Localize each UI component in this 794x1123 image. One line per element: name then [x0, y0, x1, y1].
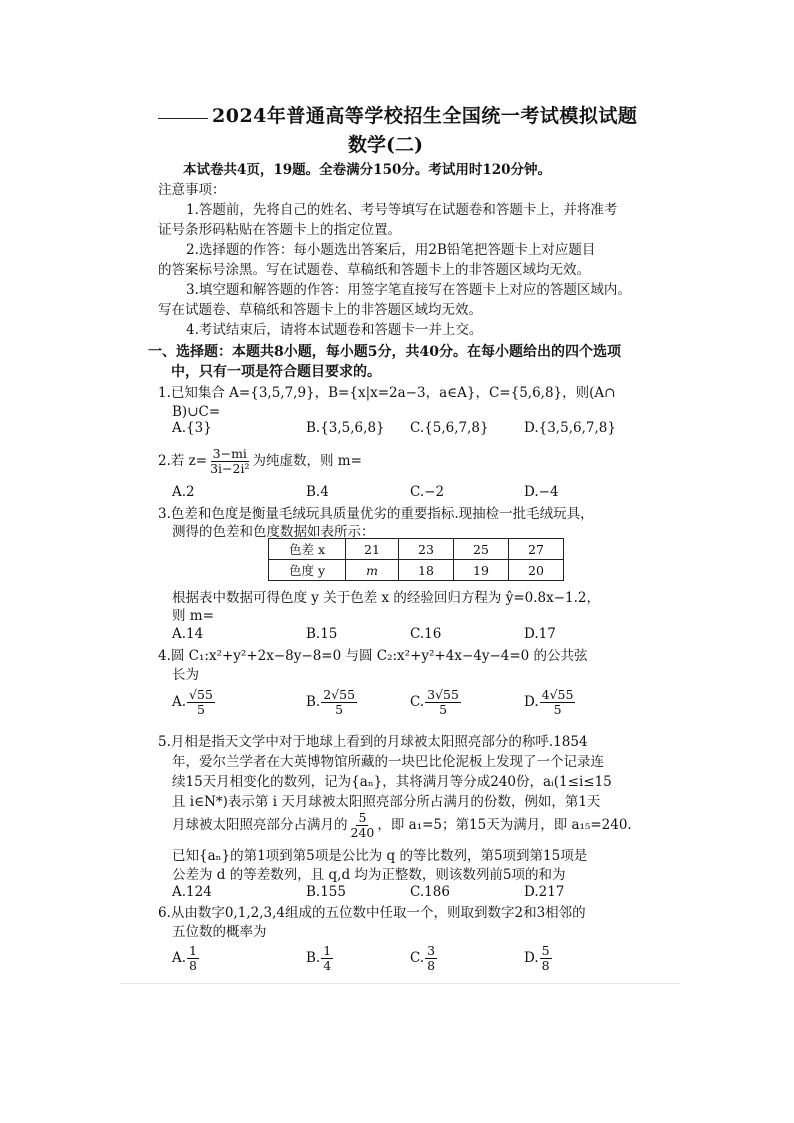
q2-fraction — [208, 447, 251, 476]
option-c: C.−2 — [410, 484, 445, 500]
notice-line: 证号条形码粘贴在答题卡上的指定位置。 — [158, 222, 401, 238]
option-d: D.{3,5,6,7,8} — [524, 420, 616, 436]
exam-title: 2024年普通高等学校招生全国统一考试模拟试题 — [212, 105, 638, 127]
option-b — [306, 944, 334, 973]
table-row — [269, 560, 564, 581]
option-label: D. — [524, 694, 539, 710]
option-a: A.2 — [172, 484, 195, 500]
fraction-denominator: 5 — [439, 702, 448, 717]
table-cell: 色差 x — [269, 539, 346, 560]
option-fraction — [540, 688, 576, 717]
fraction-numerator: 5 — [358, 810, 367, 825]
fraction-denominator: 8 — [541, 958, 550, 973]
table-cell: 色度 y — [269, 560, 346, 581]
q2-prefix: 2.若 z= — [158, 453, 208, 469]
option-c: C.16 — [410, 626, 442, 642]
option-a: A.124 — [172, 884, 212, 900]
question-4-options — [172, 688, 652, 724]
fraction-denominator: 5 — [553, 702, 562, 717]
exam-info: 本试卷共4页，19题。全卷满分150分。考试用时120分钟。 — [183, 162, 552, 178]
q5-fraction — [349, 811, 377, 840]
table-cell: m — [346, 560, 399, 581]
question-2-options — [172, 484, 652, 504]
notice-heading: 注意事项： — [158, 182, 226, 198]
fraction-denominator: 8 — [427, 958, 436, 973]
option-fraction — [425, 944, 437, 973]
question-3-stem: 3.色差和色度是衡量毛绒玩具质量优劣的重要指标.现抽检一批毛绒玩具， — [158, 506, 594, 522]
question-2-stem — [158, 446, 362, 476]
question-3-regression: 根据表中数据可得色度 y 关于色差 x 的经验回归方程为 ŷ=0.8x−1.2， — [172, 590, 600, 606]
table-cell: 27 — [509, 539, 564, 560]
table-cell: 18 — [399, 560, 454, 581]
q5-text: ，即 a₁=5；第15天为满月，即 a₁₅=240. — [377, 817, 632, 833]
option-fraction — [425, 688, 461, 717]
option-d — [524, 944, 553, 973]
q2-numerator: 3−mi — [212, 446, 247, 461]
notice-line: 写在试题卷、草稿纸和答题卡上的非答题区域均无效。 — [158, 302, 482, 318]
question-3-stem-cont: 测得的色差和色度数据如表所示： — [172, 524, 375, 540]
option-a — [172, 688, 216, 717]
notice-line: 1.答题前，先将自己的姓名、考号等填写在试题卷和答题卡上，并将准考 — [186, 202, 618, 218]
scan-edge-divider — [120, 983, 680, 984]
question-3-ask: 则 m= — [172, 608, 214, 624]
fraction-denominator: 4 — [323, 958, 332, 973]
option-d: D.17 — [524, 626, 556, 642]
question-5-stem-cont: 且 i∈N*)表示第 i 天月球被太阳照亮部分所占满月的份数，例如，第1天 — [172, 794, 601, 810]
option-b: B.4 — [306, 484, 329, 500]
option-d: D.−4 — [524, 484, 559, 500]
question-1-options — [172, 420, 652, 440]
fraction-numerator: 4√55 — [541, 687, 574, 702]
q5-text: 月球被太阳照亮部分占满月的 — [172, 817, 348, 833]
fraction-denominator: 8 — [189, 958, 197, 973]
question-1-stem-cont: B)∪C= — [172, 404, 221, 420]
fraction-numerator: 1 — [323, 943, 332, 958]
notice-line: 3.填空题和解答题的作答：用签字笔直接写在答题卡上对应的答题区域内。 — [186, 282, 631, 298]
option-fraction — [540, 944, 552, 973]
table-row — [269, 539, 564, 560]
table-cell: 25 — [454, 539, 509, 560]
fraction-numerator: 2√55 — [323, 687, 356, 702]
option-fraction — [187, 688, 215, 717]
section-heading-cont: 中，只有一项是符合题目要求的。 — [171, 364, 381, 380]
q2-suffix: 为纯虚数，则 m= — [252, 453, 362, 469]
option-fraction — [187, 944, 199, 973]
option-c — [410, 944, 438, 973]
option-c — [410, 688, 462, 717]
question-6-stem: 6.从由数字0,1,2,3,4组成的五位数中任取一个，则取到数字2和3相邻的 — [158, 905, 586, 921]
table-cell: 23 — [399, 539, 454, 560]
data-table — [268, 538, 564, 581]
option-label: D. — [524, 950, 539, 966]
fraction-denominator: 5 — [197, 702, 205, 717]
option-label: A. — [172, 694, 187, 710]
fraction-numerator: 1 — [189, 943, 197, 958]
fraction-denominator: 5 — [335, 702, 344, 717]
option-label: B. — [306, 950, 321, 966]
question-6-stem-cont: 五位数的概率为 — [172, 924, 267, 940]
section-heading: 一、选择题：本题共8小题，每小题5分，共40分。在每小题给出的四个选项 — [148, 344, 621, 360]
option-fraction — [321, 688, 357, 717]
option-a: A.14 — [172, 626, 204, 642]
exam-subtitle: 数学(二) — [348, 134, 423, 156]
question-3-options — [172, 626, 652, 646]
fraction-numerator: 5 — [541, 943, 550, 958]
question-4-stem-cont: 长为 — [172, 667, 199, 683]
table-cell: 19 — [454, 560, 509, 581]
notice-line: 2.选择题的作答：每小题选出答案后，用2B铅笔把答题卡上对应题目 — [186, 242, 596, 258]
question-5-stem-cont — [172, 810, 632, 840]
option-b: B.155 — [306, 884, 346, 900]
option-d — [524, 688, 576, 717]
fraction-numerator: √55 — [189, 687, 213, 702]
option-c: C.186 — [410, 884, 450, 900]
question-5-options — [172, 884, 652, 904]
option-a: A.{3} — [172, 420, 212, 436]
option-label: A. — [172, 950, 187, 966]
option-d: D.217 — [524, 884, 565, 900]
question-1-stem: 1.已知集合 A={3,5,7,9}，B={x|x=2a−3，a∈A}，C={5,6,8}，则(A∩ — [158, 385, 616, 401]
fraction-numerator: 3 — [427, 943, 436, 958]
table-cell: 20 — [509, 560, 564, 581]
option-label: C. — [410, 694, 425, 710]
option-label: C. — [410, 950, 425, 966]
question-5-stem: 5.月相是指天文学中对于地球上看到的月球被太阳照亮部分的称呼.1854 — [158, 734, 588, 750]
option-a — [172, 944, 200, 973]
option-b: B.{3,5,6,8} — [306, 420, 385, 436]
question-4-stem: 4.圆 C₁:x²+y²+2x−8y−8=0 与圆 C₂:x²+y²+4x−4y−4=0 的公共弦 — [158, 648, 588, 664]
fraction-numerator: 3√55 — [427, 687, 459, 702]
option-b: B.15 — [306, 626, 338, 642]
option-b — [306, 688, 358, 717]
question-5-stem-cont: 已知{aₙ}的第1项到第5项是公比为 q 的等比数列，第5项到第15项是 — [172, 848, 588, 864]
option-fraction — [321, 944, 333, 973]
question-5-stem-cont: 年，爱尔兰学者在大英博物馆所藏的一块巴比伦泥板上发现了一个记录连 — [172, 754, 604, 770]
question-5-stem-cont: 公差为 d 的等差数列，且 q,d 均为正整数，则该数列前5项的和为 — [172, 867, 566, 883]
question-5-stem-cont: 续15天月相变化的数列，记为{aₙ}，其将满月等分成240份，aᵢ(1≤i≤15 — [172, 774, 612, 790]
option-c: C.{5,6,7,8} — [410, 420, 489, 436]
question-6-options — [172, 944, 652, 980]
notice-line: 的答案标号涂黑。写在试题卷、草稿纸和答题卡上的非答题区域均无效。 — [158, 262, 590, 278]
title-rule — [158, 118, 208, 119]
notice-line: 4.考试结束后，请将本试题卷和答题卡一并上交。 — [186, 322, 483, 338]
q2-denominator: 3i−2i² — [210, 461, 250, 476]
table-cell: 21 — [346, 539, 399, 560]
fraction-denominator: 240 — [350, 825, 375, 840]
option-label: B. — [306, 694, 321, 710]
